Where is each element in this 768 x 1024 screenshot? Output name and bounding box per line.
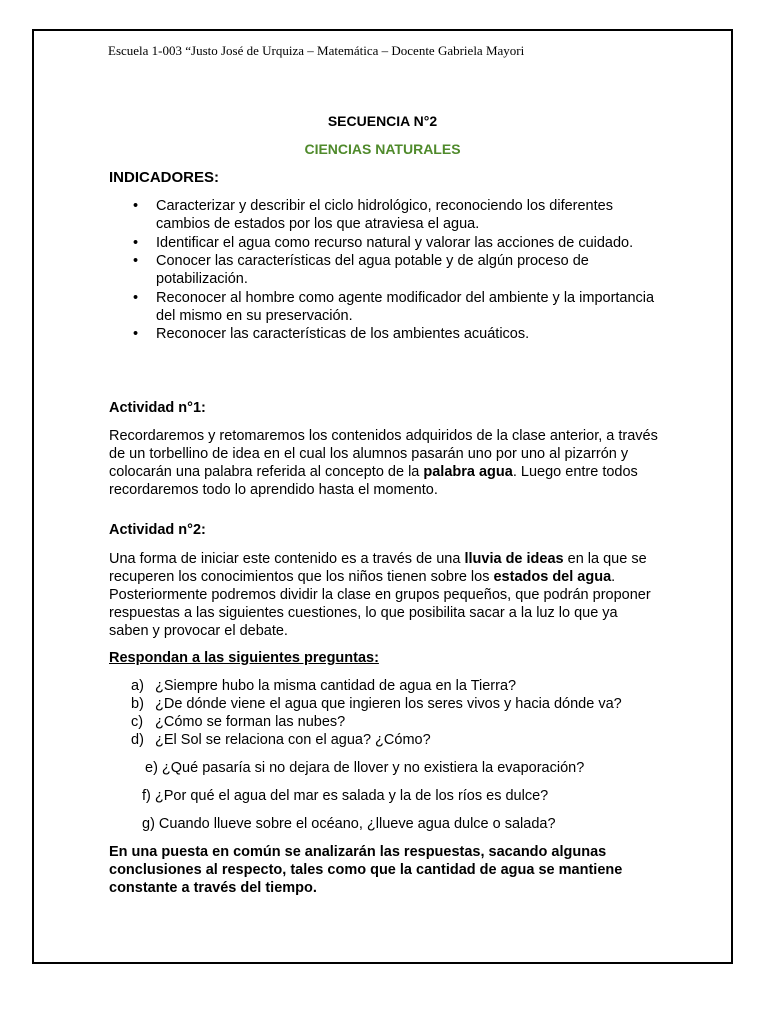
question-text: ¿El Sol se relaciona con el agua? ¿Cómo? bbox=[155, 732, 431, 748]
bullet-icon: • bbox=[133, 253, 139, 269]
question-item bbox=[131, 731, 671, 749]
sequence-title: SECUENCIA N°2 bbox=[327, 113, 438, 129]
question-item: g) Cuando llueve sobre el océano, ¿llueve agua dulce o salada? bbox=[142, 816, 556, 832]
list-item bbox=[109, 234, 669, 252]
question-letter: a) bbox=[131, 678, 144, 694]
questions-heading: Respondan a las siguientes preguntas: bbox=[109, 650, 379, 666]
question-text: ¿Cómo se forman las nubes? bbox=[155, 714, 346, 730]
subject-title: CIENCIAS NATURALES bbox=[304, 141, 461, 157]
bullet-icon: • bbox=[133, 198, 139, 214]
indicator-text: Caracterizar y describir el ciclo hidrológico, reconociendo los diferentes cambios de estados por los que atraviesa el agua. bbox=[156, 198, 613, 232]
bold-term: estados del agua bbox=[493, 569, 612, 585]
bullet-icon: • bbox=[133, 234, 139, 251]
activity2-paragraph bbox=[109, 550, 661, 640]
indicator-text: Reconocer al hombre como agente modificador del ambiente y la importancia del mismo en su preservación. bbox=[156, 289, 655, 324]
paragraph-text: Una forma de iniciar este contenido es a través de una bbox=[109, 551, 465, 567]
activity1-heading: Actividad n°1: bbox=[109, 400, 206, 416]
indicator-text: Identificar el agua como recurso natural y valorar las acciones de cuidado. bbox=[156, 234, 634, 251]
conclusion-paragraph: En una puesta en común se analizarán las respuestas, sacando algunas conclusiones al respecto, tales como que la cantidad de agua se mantiene constante a través del tiempo. bbox=[109, 844, 623, 896]
list-item bbox=[109, 289, 669, 325]
paragraph-text: . Posteriormente podremos dividir la clase en grupos pequeños, que podrán proponer respuestas a las siguientes cuestiones, lo que posibilita sacar a la luz lo que ya saben y provocar el debate. bbox=[109, 569, 651, 639]
question-letter: d) bbox=[131, 732, 144, 748]
question-item bbox=[131, 713, 671, 731]
indicator-text: Conocer las características del agua potable y de algún proceso de potabilización. bbox=[156, 253, 589, 287]
paragraph-text: Recordaremos y retomaremos los contenidos adquiridos de la clase anterior, a través de un torbellino de idea en el cual los alumnos pasarán uno por uno al pizarrón y colocarán una palabra referida al concepto de la bbox=[109, 428, 658, 480]
questions-list bbox=[131, 677, 671, 749]
document-header: Escuela 1-003 “Justo José de Urquiza – Matemática – Docente Gabriela Mayori bbox=[108, 43, 525, 58]
question-text: ¿De dónde viene el agua que ingieren los seres vivos y hacia dónde va? bbox=[155, 696, 622, 712]
question-item: e) ¿Qué pasaría si no dejara de llover y no existiera la evaporación? bbox=[145, 760, 585, 776]
question-item bbox=[131, 677, 671, 695]
indicators-heading: INDICADORES: bbox=[109, 169, 220, 186]
question-text: ¿Siempre hubo la misma cantidad de agua en la Tierra? bbox=[155, 678, 517, 694]
indicators-list bbox=[109, 197, 669, 344]
indicator-text: Reconocer las características de los ambientes acuáticos. bbox=[156, 326, 530, 342]
paragraph-text: en la que se recuperen los conocimientos que los niños tienen sobre los bbox=[109, 551, 647, 585]
question-item bbox=[131, 695, 671, 713]
bullet-icon: • bbox=[133, 326, 139, 342]
activity1-paragraph bbox=[109, 427, 661, 499]
list-item bbox=[109, 325, 669, 343]
question-item: f) ¿Por qué el agua del mar es salada y la de los ríos es dulce? bbox=[142, 788, 549, 804]
bullet-icon: • bbox=[133, 289, 139, 306]
bold-term: palabra agua bbox=[423, 464, 513, 480]
activity2-heading: Actividad n°2: bbox=[109, 522, 206, 538]
question-letter: b) bbox=[131, 696, 144, 712]
paragraph-text: . Luego entre todos recordaremos todo lo aprendido hasta el momento. bbox=[109, 464, 638, 498]
question-letter: c) bbox=[131, 714, 144, 730]
list-item bbox=[109, 252, 669, 288]
bold-term: lluvia de ideas bbox=[464, 551, 564, 567]
list-item bbox=[109, 197, 669, 233]
